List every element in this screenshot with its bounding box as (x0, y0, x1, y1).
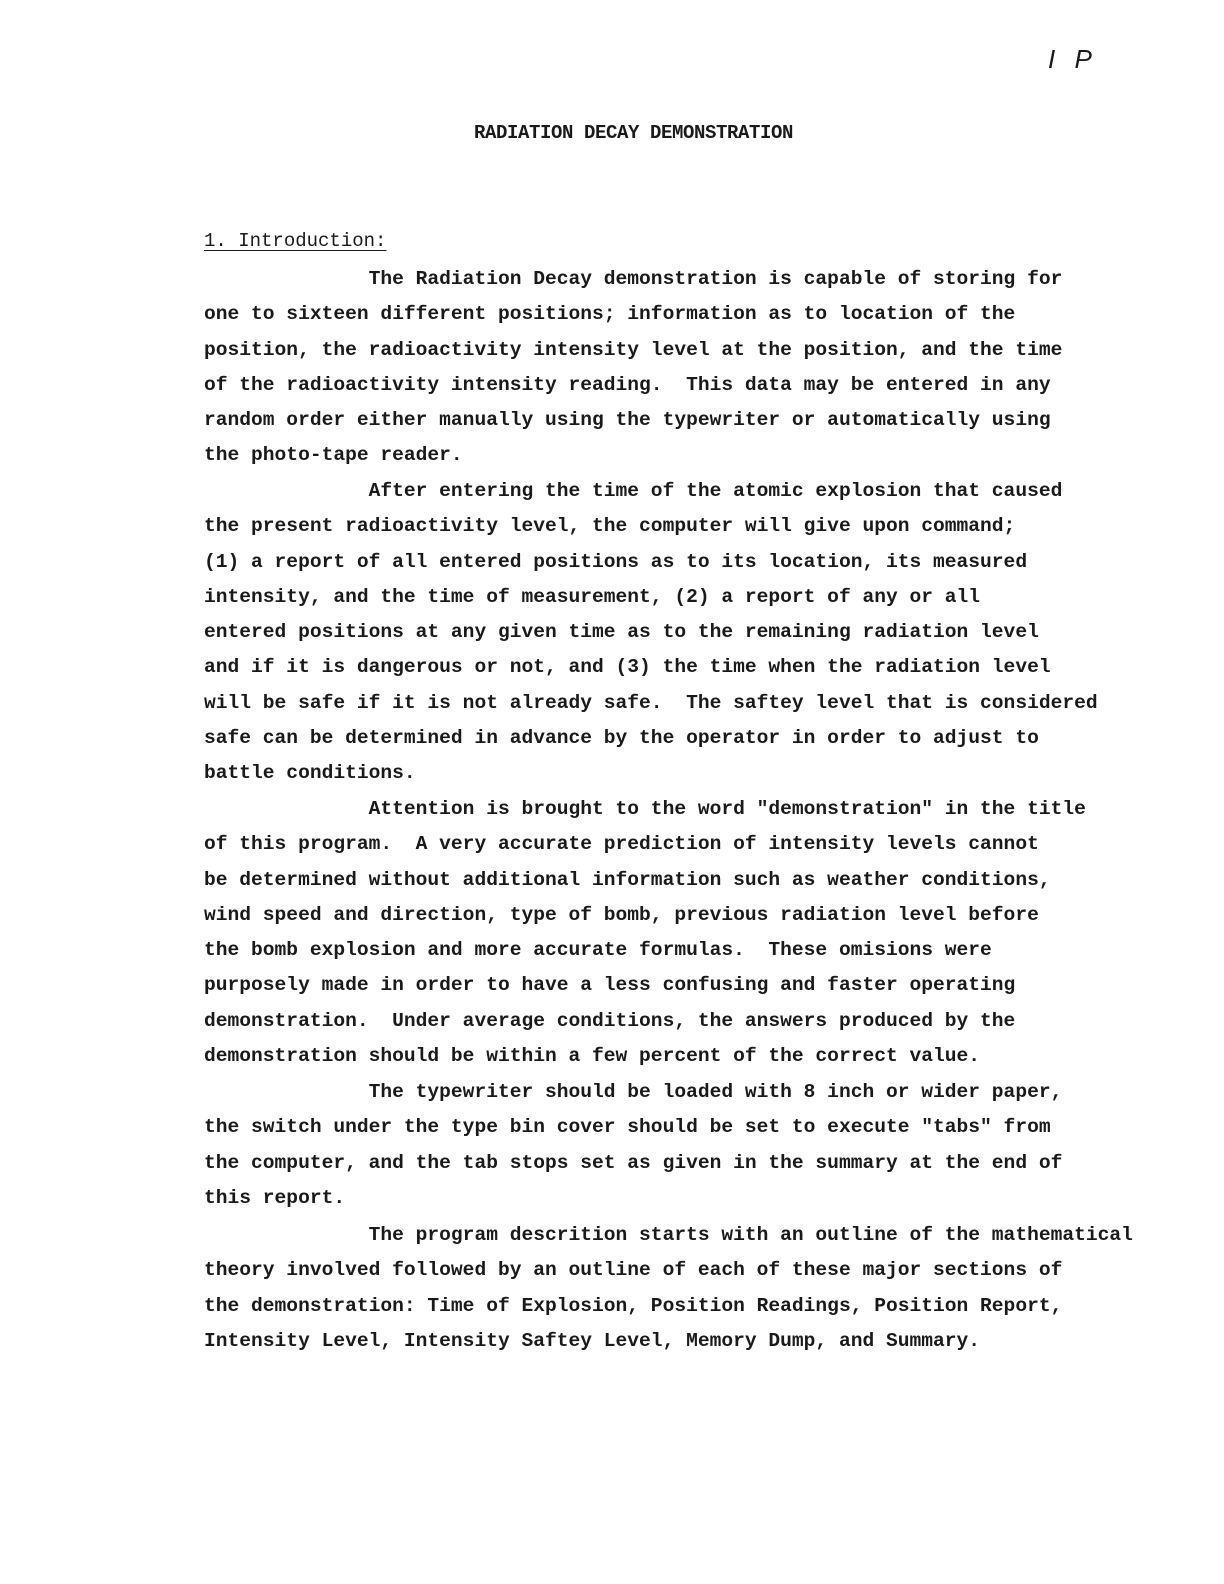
section-heading-introduction: 1. Introduction: (204, 230, 387, 252)
paragraph: The typewriter should be loaded with 8 inch or wider paper, the switch under the type bin cover should be set to execute "tabs" from the computer, and the tab stops set as given in the summary at the end of this report. (204, 1081, 1063, 1209)
document-title: RADIATION DECAY DEMONSTRATION (474, 122, 794, 144)
paragraph: After entering the time of the atomic explosion that caused the present radioactivity level, the computer will give upon command; (1) a report of all entered positions as to its location, its measured intensity, and the time of measurement, (2) a report of any or all entered positions at any given time as to the remaining radiation level and if it is dangerous or not, and (3) the time when the radiation level will be safe if it is not already safe. The saftey level that is considered safe can be determined in advance by the operator in order to adjust to battle conditions. (204, 480, 1098, 785)
paragraph: The Radiation Decay demonstration is capable of storing for one to sixteen different positions; information as to location of the position, the radioactivity intensity level at the position, and the time of the radioactivity intensity reading. This data may be entered in any random order either manually using the typewriter or automatically using the photo-tape reader. (204, 268, 1063, 467)
paragraph: Attention is brought to the word "demonstration" in the title of this program. A very accurate prediction of intensity levels cannot be determined without additional information such as weather conditions, wind speed and direction, type of bomb, previous radiation level before the bomb explosion and more accurate formulas. These omisions were purposely made in order to have a less confusing and faster operating demonstration. Under average conditions, the answers produced by the demonstration should be within a few percent of the correct value. (204, 798, 1086, 1068)
page-number: I P (1048, 44, 1098, 74)
paragraph: The program descrition starts with an outline of the mathematical theory involved followed by an outline of each of these major sections of the demonstration: Time of Explosion, Position Readings, Position Report, Intensity Level, Intensity Saftey Level, Memory Dump, and Summary. (204, 1224, 1133, 1352)
